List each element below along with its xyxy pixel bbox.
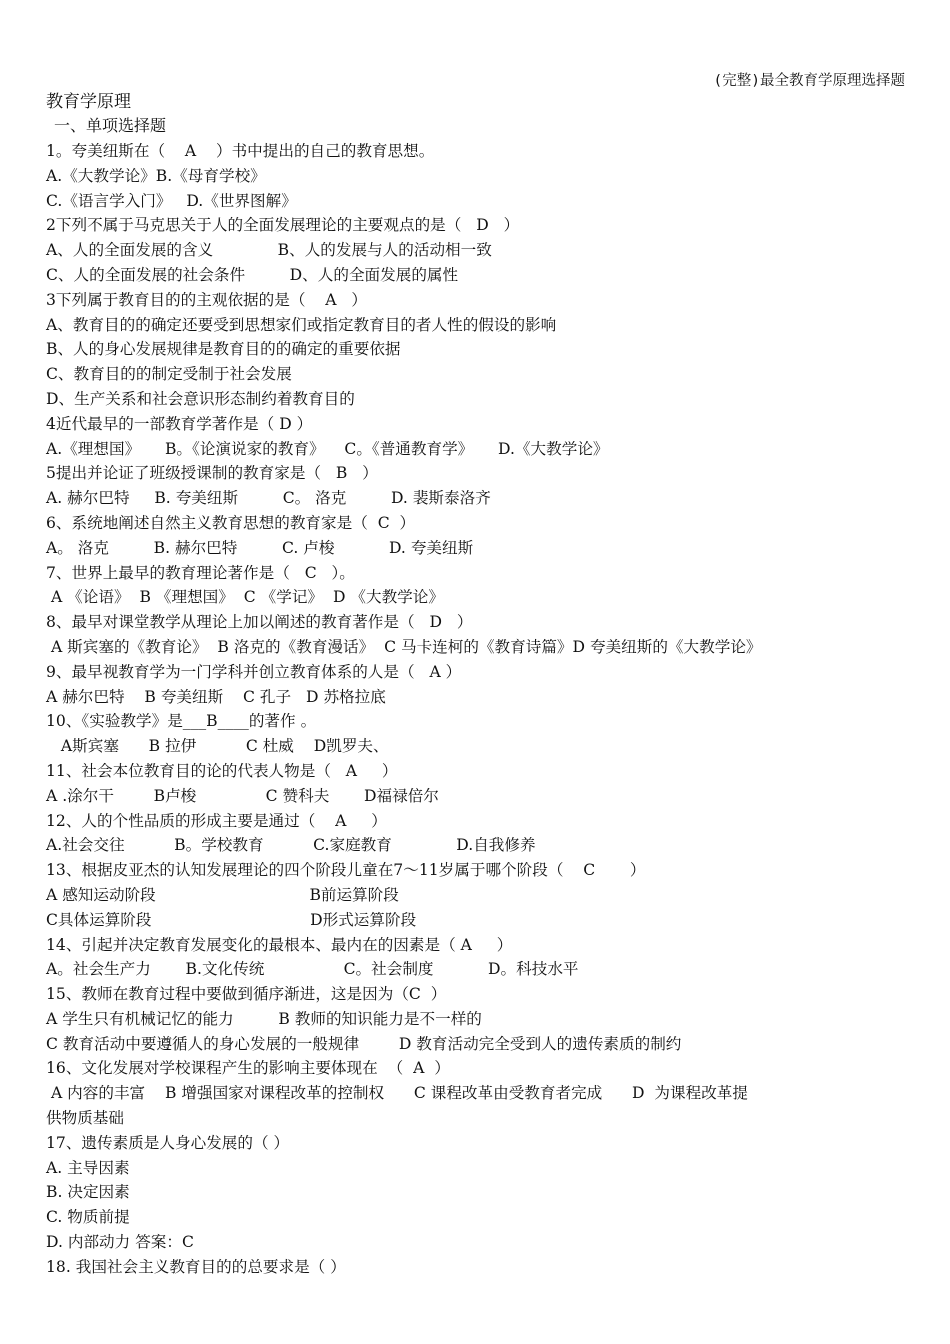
question-list	[46, 139, 908, 1280]
text-line: A.《理想国》 B。《论演说家的教育》 C。《普通教育学》 D.《大教学论》	[46, 439, 609, 458]
text-line: C、人的全面发展的社会条件 D、人的全面发展的属性	[46, 265, 459, 284]
text-line: A.社会交往 B。学校教育 C.家庭教育 D.自我修养	[46, 836, 536, 855]
text-line: 10、《实验教学》是___B____的著作 。	[46, 712, 317, 731]
text-line: C具体运算阶段 D形式运算阶段	[46, 910, 417, 929]
text-line: D、生产关系和社会意识形态制约着教育目的	[46, 389, 355, 408]
text-line: 11、社会本位教育目的论的代表人物是（ A ）	[46, 761, 398, 780]
text-line: 15、教师在教育过程中要做到循序渐进，这是因为（C ）	[46, 985, 447, 1004]
text-line: 4近代最早的一部教育学著作是（ D ）	[46, 414, 313, 433]
text-line: A 斯宾塞的《教育论》 B 洛克的《教育漫话》 C 马卡连柯的《教育诗篇》D 夸美纽斯的《大教学论》	[46, 637, 762, 656]
text-line: C、教育目的的制定受制于社会发展	[46, 365, 292, 384]
text-line: A 赫尔巴特 B 夸美纽斯 C 孔子 D 苏格拉底	[46, 687, 386, 706]
text-line: 6、系统地阐述自然主义教育思想的教育家是（ C ）	[46, 513, 416, 532]
text-line: B. 决定因素	[46, 1183, 130, 1202]
text-line: A.《大教学论》B.《母育学校》	[46, 166, 266, 185]
text-line: 供物质基础	[46, 1109, 124, 1128]
text-line: A、人的全面发展的含义 B、人的发展与人的活动相一致	[46, 241, 492, 260]
text-line: 16、文化发展对学校课程产生的影响主要体现在 （ A ）	[46, 1059, 450, 1078]
text-line: A。社会生产力 B.文化传统 C。社会制度 D。科技水平	[46, 960, 579, 979]
text-line: A 内容的丰富 B 增强国家对课程改革的控制权 C 课程改革由受教育者完成 D 为课程改革提	[46, 1084, 748, 1103]
document-title: 教育学原理	[46, 92, 131, 112]
running-header: (完整)最全教育学原理选择题	[713, 73, 905, 89]
text-line: C 教育活动中要遵循人的身心发展的一般规律 D 教育活动完全受到人的遗传素质的制约	[46, 1034, 682, 1053]
text-line: D. 内部动力 答案：C	[46, 1233, 194, 1252]
text-line: A 学生只有机械记忆的能力 B 教师的知识能力是不一样的	[46, 1009, 482, 1028]
text-line: A、教育目的的确定还要受到思想家们或指定教育目的者人性的假设的影响	[46, 315, 557, 334]
text-line: 5提出并论证了班级授课制的教育家是（ B ）	[46, 464, 378, 483]
document-body	[46, 90, 908, 1280]
text-line: 17、遗传素质是人身心发展的（ ）	[46, 1133, 290, 1152]
text-line: 8、最早对课堂教学从理论上加以阐述的教育著作是（ D ）	[46, 613, 473, 632]
text-line: 13、根据皮亚杰的认知发展理论的四个阶段儿童在7～11岁属于哪个阶段（ C ）	[46, 861, 646, 880]
text-line: 12、人的个性品质的形成主要是通过（ A ）	[46, 811, 387, 830]
section-title: 一、单项选择题	[54, 116, 167, 135]
text-line: A 《论语》 B 《理想国》 C 《学记》 D 《大教学论》	[46, 588, 444, 607]
text-line: B、人的身心发展规律是教育目的的确定的重要依据	[46, 340, 401, 359]
text-line: C.《语言学入门》 D.《世界图解》	[46, 191, 297, 210]
text-line: 14、引起并决定教育发展变化的最根本、最内在的因素是（ A ）	[46, 935, 513, 954]
text-line: 7、世界上最早的教育理论著作是（ C ）。	[46, 563, 355, 582]
text-line: A斯宾塞 B 拉伊 C 杜威 D凯罗夫、	[46, 737, 389, 756]
text-line: A .涂尔干 B卢梭 C 赞科夫 D福禄倍尔	[46, 786, 439, 805]
text-line: 18. 我国社会主义教育目的的总要求是（ ）	[46, 1257, 346, 1276]
text-line: A。 洛克 B. 赫尔巴特 C. 卢梭 D. 夸美纽斯	[46, 538, 474, 557]
text-line: A. 主导因素	[46, 1158, 130, 1177]
text-line: 2下列不属于马克思关于人的全面发展理论的主要观点的是（ D ）	[46, 216, 520, 235]
text-line: A 感知运动阶段 B前运算阶段	[46, 885, 399, 904]
text-line: 3下列属于教育目的的主观依据的是（ A ）	[46, 290, 367, 309]
text-line: C. 物质前提	[46, 1208, 130, 1227]
text-line: 9、最早视教育学为一门学科并创立教育体系的人是（ A ）	[46, 662, 462, 681]
text-line: A. 赫尔巴特 B. 夸美纽斯 C。 洛克 D. 裴斯泰洛齐	[46, 489, 491, 508]
text-line: 1。夸美纽斯在（ A ）书中提出的自己的教育思想。	[46, 142, 435, 160]
